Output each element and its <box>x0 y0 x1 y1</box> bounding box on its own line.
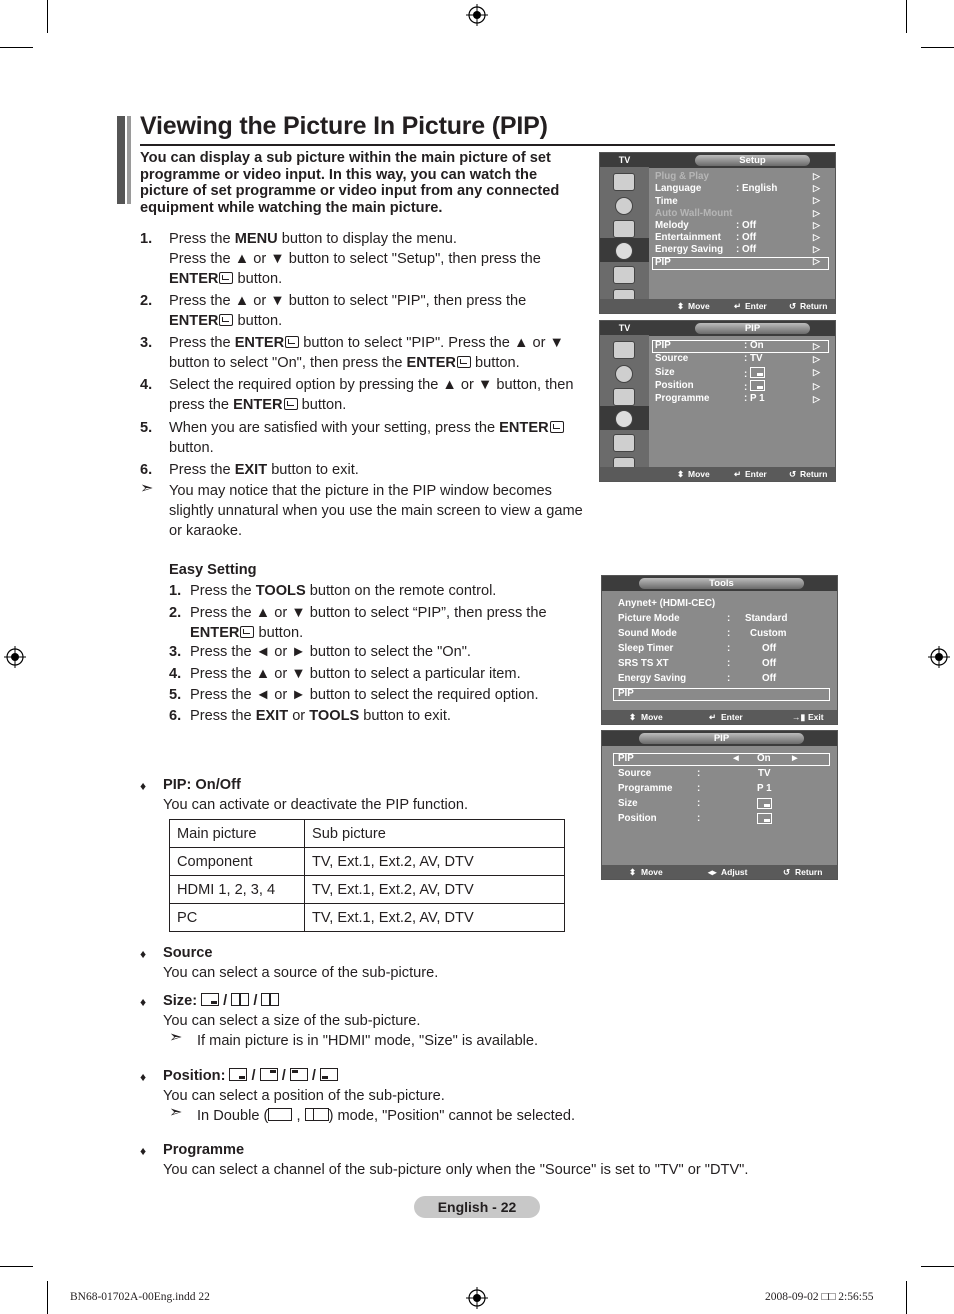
table-cell: HDMI 1, 2, 3, 4 <box>170 876 305 904</box>
step-5 <box>140 418 590 458</box>
crop-mark <box>0 47 33 48</box>
easy-setting-heading: Easy Setting <box>169 562 257 578</box>
pip-position-top-left-icon <box>290 1068 308 1081</box>
pip-position-top-right-icon <box>260 1068 278 1081</box>
osd-row-label: Programme <box>618 783 673 794</box>
double-mode-icon <box>268 1108 292 1121</box>
move-icon: ⬍ <box>677 301 685 311</box>
osd-row-value: : English <box>736 183 778 194</box>
step-number: 3. <box>140 335 153 351</box>
osd-row-label: Entertainment <box>655 232 721 243</box>
osd-row-label: Energy Saving <box>618 673 687 684</box>
pip-size-icon <box>750 367 765 378</box>
osd-row-value: : <box>744 382 748 393</box>
easy-step-2: 2. Press the ▲ or ▼ button to select “PIP”, then press the ENTER button. <box>169 605 547 641</box>
step-number: 6. <box>140 462 153 478</box>
osd-row-label: Picture Mode <box>618 613 680 624</box>
return-icon: ↺ <box>783 867 791 877</box>
osd-row-value: : Off <box>736 244 757 255</box>
channel-icon <box>613 220 635 238</box>
osd-row-label: Programme <box>655 393 710 404</box>
osd-row-label[interactable]: PIP <box>655 257 671 268</box>
table-header-cell: Main picture <box>170 820 305 848</box>
easy-step-4: 4. Press the ▲ or ▼ button to select a particular item. <box>169 666 521 682</box>
osd-row-label: Language <box>655 183 702 194</box>
step-text: button. <box>233 271 283 287</box>
pip-size-small-icon <box>201 993 219 1006</box>
input-icon <box>613 266 635 284</box>
input-icon <box>613 434 635 452</box>
osd-row-label: Plug & Play <box>655 171 709 182</box>
table-cell: TV, Ext.1, Ext.2, AV, DTV <box>305 848 565 876</box>
step-text: Press the ▲ or ▼ button to select "Setup", then press the <box>169 251 541 267</box>
position-heading: Position: <box>163 1068 230 1084</box>
crop-mark <box>921 47 954 48</box>
title-accent-bar <box>117 116 125 204</box>
print-slug-right: 2008-09-02 □□ 2:56:55 <box>765 1291 874 1303</box>
source-section <box>140 943 590 983</box>
page-number-badge: English - 22 <box>414 1196 540 1218</box>
table-header-cell: Sub picture <box>305 820 565 848</box>
osd-row-label: Melody <box>655 220 689 231</box>
enter-icon <box>550 421 564 433</box>
enter-icon: ↵ <box>709 712 717 722</box>
step-text: button to select "On", then press the <box>169 355 407 371</box>
osd-row-value: TV <box>758 768 771 779</box>
osd-header: PIP <box>639 733 804 744</box>
enter-icon <box>457 356 471 368</box>
step-3 <box>140 333 590 373</box>
osd-row-value: Standard <box>745 613 788 624</box>
note-arrow-icon: ➣ <box>169 1029 183 1046</box>
osd-footer: ⬍ Move ↵ Enter ↺ Return <box>600 467 835 481</box>
osd-header: PIP <box>695 323 810 334</box>
crop-mark <box>906 0 907 33</box>
osd-row-label: Auto Wall-Mount <box>655 208 733 219</box>
return-icon: ↺ <box>789 469 797 479</box>
osd-sidebar <box>600 153 649 313</box>
osd-row-label: Sound Mode <box>618 628 677 639</box>
enter-key-label: ENTER <box>169 271 219 287</box>
bullet-icon: ♦ <box>140 1144 147 1158</box>
channel-icon <box>613 388 635 406</box>
enter-key-label: ENTER <box>406 355 456 371</box>
osd-row-label: Position <box>618 813 657 824</box>
osd-tv-label: TV <box>600 321 649 335</box>
osd-row-value: Off <box>762 643 777 654</box>
osd-row-label: Position <box>655 380 694 391</box>
table-cell: Component <box>170 848 305 876</box>
enter-icon <box>219 272 233 284</box>
picture-icon <box>613 341 635 359</box>
programme-text: You can select a channel of the sub-picture only when the "Source" is set to "TV" or "DTV". <box>163 1162 749 1178</box>
size-section: ♦ Size: / / You can select a size of the sub-picture. ➣ If main picture is in "HDMI" mode, "Size" is available. <box>140 991 590 1051</box>
enter-icon: ↵ <box>734 301 742 311</box>
arrow-right-icon: ▷ ▷ ▷ ▷ ▷ ▷ ▷ ▷ <box>813 171 820 267</box>
programme-heading: Programme <box>163 1142 245 1158</box>
step-6 <box>140 460 590 480</box>
menu-key-label: MENU <box>234 231 278 247</box>
step-4 <box>140 375 590 415</box>
intro-text: You can display a sub picture within the main picture of set programme or video input. In this way, you can watch the picture of set programme or video input from any connected equipment while watching the main picture. <box>140 150 560 216</box>
osd-row-value: : Off <box>736 220 757 231</box>
step-text: button. <box>297 397 347 413</box>
easy-step-5: 5. Press the ◄ or ► button to select the required option. <box>169 687 539 703</box>
step-2 <box>140 291 590 331</box>
table-row <box>170 820 565 848</box>
registration-mark-icon <box>466 4 488 26</box>
bullet-icon: ♦ <box>140 1070 147 1084</box>
arrow-left-icon[interactable]: ◄ <box>731 753 741 764</box>
setup-gear-icon <box>615 242 633 260</box>
enter-icon: ↵ <box>734 469 742 479</box>
osd-row-value: : <box>744 369 748 380</box>
return-icon: ↺ <box>789 301 797 311</box>
picture-icon <box>613 173 635 191</box>
pip-onoff-heading: PIP: On/Off <box>163 777 241 793</box>
osd-highlight <box>652 257 829 270</box>
osd-row-value: Custom <box>750 628 787 639</box>
pip-onoff-section <box>140 775 590 815</box>
osd-pip-adjust-screen: PIP PIP ◄ On ► Source : TV Programme : P 1 Size : Position : ⬍ Move ◂▸ Adjust ↺ Return <box>601 730 838 880</box>
move-icon: ⬍ <box>629 867 637 877</box>
easy-step-3: 3. Press the ◄ or ► button to select the "On". <box>169 644 471 660</box>
osd-sidebar <box>600 321 649 481</box>
exit-icon: →▮ <box>792 712 806 722</box>
page-title: Viewing the Picture In Picture (PIP) <box>140 112 548 140</box>
enter-icon <box>284 398 298 410</box>
enter-key-label: ENTER <box>499 420 549 436</box>
registration-mark-icon <box>466 1287 488 1309</box>
crop-mark <box>47 0 48 33</box>
crop-mark <box>906 1281 907 1314</box>
easy-step-6: 6. Press the EXIT or TOOLS button to exit. <box>169 708 451 724</box>
arrow-right-icon[interactable]: ► <box>790 753 800 764</box>
table-row <box>170 876 565 904</box>
osd-pip-screen <box>599 320 836 482</box>
position-text: You can select a position of the sub-picture. <box>163 1088 445 1104</box>
source-heading: Source <box>163 945 213 961</box>
source-table <box>169 819 565 932</box>
adjust-icon: ◂▸ <box>708 867 717 877</box>
osd-tools-screen: Tools Anynet+ (HDMI-CEC) Picture Mode : Standard Sound Mode : Custom Sleep Timer : Off SRS TS XT : Off Energy Saving : Off PIP ⬍ Move ↵ Enter →▮ Exit <box>601 575 838 725</box>
pip-size-double-icon <box>231 993 249 1006</box>
step-1 <box>140 229 590 289</box>
bullet-icon: ♦ <box>140 947 147 961</box>
enter-icon <box>240 626 254 638</box>
size-heading: Size: <box>163 993 202 1009</box>
step-text: Select the required option by pressing the ▲ or ▼ button, then <box>169 377 574 393</box>
step-text: Press the <box>169 462 235 478</box>
move-icon: ⬍ <box>629 712 637 722</box>
crop-mark <box>47 1281 48 1314</box>
osd-tv-label: TV <box>600 153 649 167</box>
table-row <box>170 904 565 932</box>
step-text: press the <box>169 397 234 413</box>
arrow-right-icon: ▷ ▷ ▷ ▷ ▷ <box>813 341 820 404</box>
step-text: button. <box>169 440 214 456</box>
osd-row-label: SRS TS XT <box>618 658 669 669</box>
enter-icon <box>285 336 299 348</box>
step-text: button. <box>470 355 520 371</box>
osd-row-label: Energy Saving <box>655 244 724 255</box>
osd-row-label: Source <box>618 768 652 779</box>
size-text: You can select a size of the sub-picture. <box>163 1013 421 1029</box>
registration-mark-icon <box>928 646 950 668</box>
osd-row-value: : TV <box>744 353 763 364</box>
print-slug-left: BN68-01702A-00Eng.indd 22 <box>70 1291 210 1303</box>
sound-icon <box>615 197 633 215</box>
osd-row-value: : P 1 <box>744 393 765 404</box>
osd-row-label[interactable]: PIP <box>655 340 671 351</box>
step-text: button to exit. <box>267 462 359 478</box>
note-arrow-icon: ➣ <box>140 480 154 497</box>
tools-key-label: TOOLS <box>255 583 306 599</box>
bullet-icon: ♦ <box>140 779 147 793</box>
title-rule <box>140 144 835 146</box>
osd-row-label: Sleep Timer <box>618 643 674 654</box>
enter-icon <box>219 314 233 326</box>
position-section: ♦ Position: / / / You can select a position of the sub-picture. ➣ In Double ( , ) mode, "Position" cannot be selected. <box>140 1066 600 1126</box>
step-text: Press the ▲ or ▼ button to select "PIP", then press the <box>169 293 527 309</box>
table-cell: TV, Ext.1, Ext.2, AV, DTV <box>305 876 565 904</box>
table-cell: PC <box>170 904 305 932</box>
step-text: Press the <box>169 231 235 247</box>
osd-row-label[interactable]: PIP <box>618 688 634 699</box>
step-text: button. <box>233 313 283 329</box>
table-row <box>170 848 565 876</box>
move-icon: ⬍ <box>677 469 685 479</box>
osd-row-label: Time <box>655 196 678 207</box>
osd-row-value: Off <box>762 673 777 684</box>
easy-setting <box>169 560 589 724</box>
step-text: button to select "PIP". Press the ▲ or ▼ <box>299 335 564 351</box>
double-mode-icon <box>305 1108 329 1121</box>
pip-position-bottom-left-icon <box>320 1068 338 1081</box>
osd-setup-screen <box>599 152 836 314</box>
setup-gear-icon <box>615 410 633 428</box>
enter-key-label: ENTER <box>234 335 285 351</box>
pip-position-bottom-right-icon <box>229 1068 247 1081</box>
osd-highlight <box>613 688 830 701</box>
osd-footer: ⬍ Move ↵ Enter →▮ Exit <box>602 710 837 724</box>
enter-key-label: ENTER <box>233 397 283 413</box>
osd-header: Tools <box>639 578 804 589</box>
osd-header: Setup <box>695 155 810 166</box>
pip-position-icon <box>750 380 765 391</box>
size-note: If main picture is in "HDMI" mode, "Size" is available. <box>197 1033 539 1049</box>
pip-size-double-wide-icon <box>261 993 279 1006</box>
registration-mark-icon <box>4 646 26 668</box>
pip-onoff-text: You can activate or deactivate the PIP function. <box>163 797 469 813</box>
step-number: 4. <box>140 377 153 393</box>
crop-mark <box>921 1266 954 1267</box>
step-text: Press the <box>169 335 235 351</box>
source-text: You can select a source of the sub-picture. <box>163 965 439 981</box>
bullet-icon: ♦ <box>140 995 147 1009</box>
step-text: When you are satisfied with your setting, press the <box>169 420 500 436</box>
table-cell: TV, Ext.1, Ext.2, AV, DTV <box>305 904 565 932</box>
title-accent-bar <box>127 116 131 204</box>
osd-footer: ⬍ Move ◂▸ Adjust ↺ Return <box>602 865 837 879</box>
enter-key-label: ENTER <box>190 625 240 641</box>
enter-key-label: ENTER <box>169 313 219 329</box>
osd-row-value: On <box>757 753 771 764</box>
exit-key-label: EXIT <box>234 462 268 478</box>
osd-row-label[interactable]: PIP <box>618 753 634 764</box>
pip-position-icon <box>757 813 772 824</box>
osd-row-value: : Off <box>736 232 757 243</box>
step-number: 2. <box>140 293 153 309</box>
osd-row-value: P 1 <box>757 783 772 794</box>
pip-size-icon <box>757 798 772 809</box>
crop-mark <box>0 1266 33 1267</box>
osd-row-label: Anynet+ (HDMI-CEC) <box>618 598 716 609</box>
osd-footer: ⬍ Move ↵ Enter ↺ Return <box>600 299 835 313</box>
note-text: You may notice that the picture in the PIP window becomes slightly unnatural when you use the main screen to view a game or karaoke. <box>169 483 583 539</box>
step-text: button to display the menu. <box>277 231 457 247</box>
programme-section <box>140 1140 820 1180</box>
step-number: 1. <box>140 231 153 247</box>
sound-icon <box>615 365 633 383</box>
osd-row-value: : On <box>744 340 764 351</box>
osd-row-label: Source <box>655 353 689 364</box>
note-arrow-icon: ➣ <box>169 1104 183 1121</box>
osd-highlight <box>652 340 829 353</box>
osd-row-value: Off <box>762 658 777 669</box>
step-number: 5. <box>140 420 153 436</box>
osd-row-label: Size <box>618 798 638 809</box>
osd-row-label: Size <box>655 367 675 378</box>
easy-step-1: 1. Press the TOOLS button on the remote control. <box>169 583 497 599</box>
